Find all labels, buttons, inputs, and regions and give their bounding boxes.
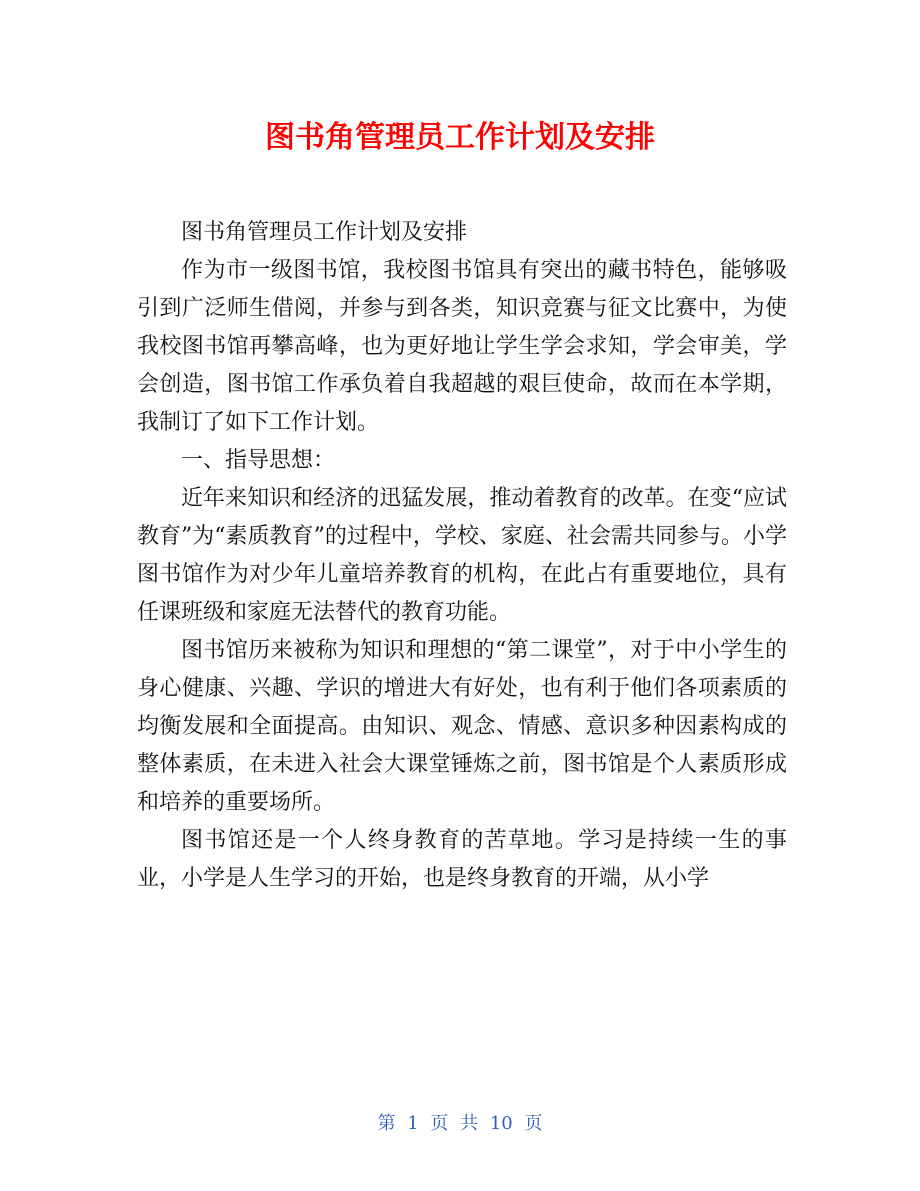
paragraph-lifelong-education: 图书馆还是一个人终身教育的苦草地。学习是持续一生的事业，小学是人生学习的开始，也是终身教育的开端，从小学: [137, 828, 787, 891]
page-number-footer: 第 1 页 共 10 页: [377, 1113, 543, 1134]
paragraph-intro: 作为市一级图书馆，我校图书馆具有突出的藏书特色，能够吸引到广泛师生借阅，并参与到各类，知识竞赛与征文比赛中，为使我校图书馆再攀高峰，也为更好地让学生学会求知，学会审美，学会创造，图书馆工作承负着自我超越的艰巨使命，故而在本学期，我制订了如下工作计划。: [137, 258, 787, 435]
paragraph-education-reform: 近年来知识和经济的迅猛发展，推动着教育的改革。在变“应试教育”为“素质教育”的过程中，学校、家庭、社会需共同参与。小学图书馆作为对少年儿童培养教育的机构，在此占有重要地位，具有任课班级和家庭无法替代的教育功能。: [137, 486, 787, 625]
paragraph-second-classroom: 图书馆历来被称为知识和理想的“第二课堂”，对于中小学生的身心健康、兴趣、学识的增进大有好处，也有利于他们各项素质的均衡发展和全面提高。由知识、观念、情感、意识多种因素构成的整体素质，在未进入社会大课堂锤炼之前，图书馆是个人素质形成和培养的重要场所。: [137, 638, 787, 815]
section-heading-guiding-ideology: 一、指导思想：: [181, 448, 336, 473]
document-body: [137, 214, 787, 898]
paragraph-subtitle: 图书角管理员工作计划及安排: [181, 220, 468, 245]
document-title: 图书角管理员工作计划及安排: [265, 120, 655, 155]
